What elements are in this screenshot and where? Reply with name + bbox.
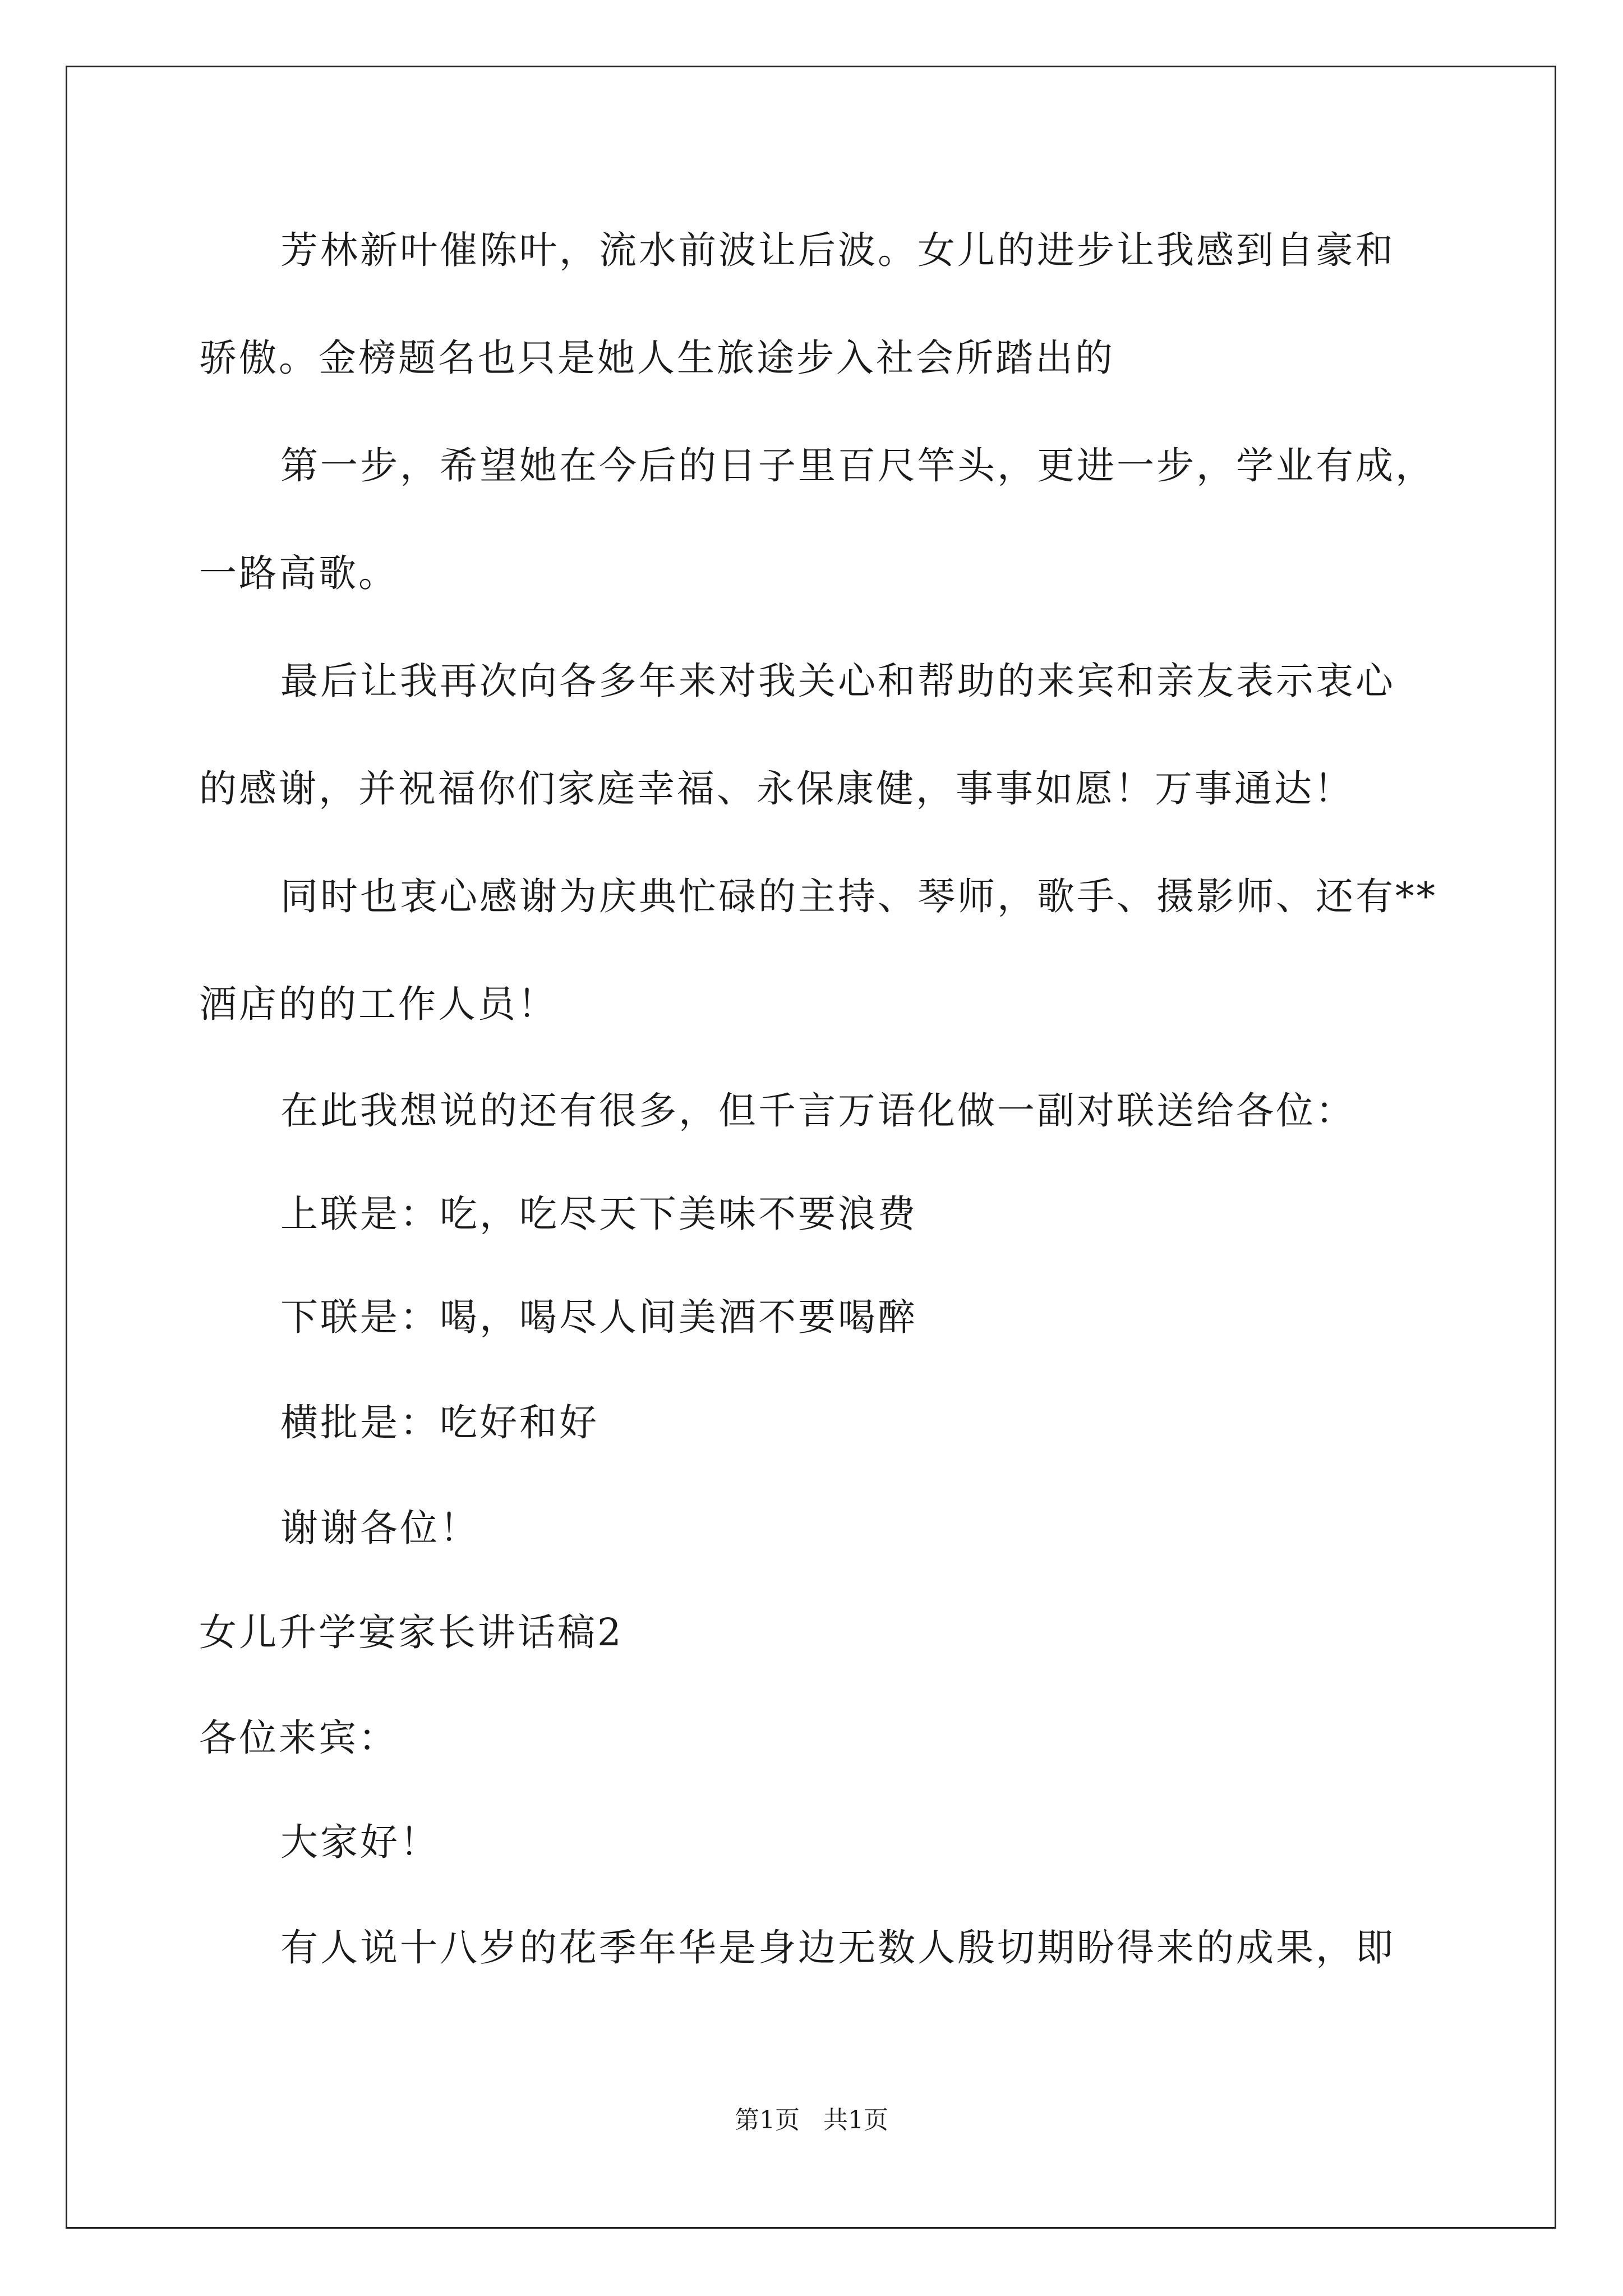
paragraph-line: 谢谢各位！: [280, 1506, 479, 1550]
paragraph-line: 第一步，希望她在今后的日子里百尺竿头，更进一步，学业有成，: [280, 444, 1435, 487]
paragraph-line: 同时也衷心感谢为庆典忙碌的主持、琴师，歌手、摄影师、还有**: [280, 875, 1437, 918]
paragraph-line: 在此我想说的还有很多，但千言万语化做一副对联送给各位：: [280, 1089, 1355, 1133]
section-heading: 女儿升学宴家长讲话稿2: [199, 1611, 624, 1654]
paragraph-line: 的感谢，并祝福你们家庭幸福、永保康健，事事如愿！万事通达！: [199, 767, 1354, 811]
paragraph-line: 横批是：吃好和好: [280, 1401, 599, 1444]
greeting: 大家好！: [280, 1820, 440, 1864]
page-border: [66, 66, 1556, 2229]
paragraph-line: 有人说十八岁的花季年华是身边无数人殷切期盼得来的成果，即: [280, 1926, 1395, 1970]
page-number-footer: 第1页 共1页: [735, 2106, 888, 2134]
paragraph-line: 骄傲。金榜题名也只是她人生旅途步入社会所踏出的: [199, 336, 1115, 380]
paragraph-line: 酒店的的工作人员！: [199, 982, 557, 1026]
paragraph-line: 一路高歌。: [199, 551, 398, 595]
paragraph-line: 下联是：喝，喝尽人间美酒不要喝醉: [280, 1295, 917, 1339]
paragraph-line: 上联是：吃，吃尽天下美味不要浪费: [280, 1192, 917, 1236]
paragraph-line: 芳林新叶催陈叶，流水前波让后波。女儿的进步让我感到自豪和: [280, 228, 1395, 272]
salutation: 各位来宾：: [199, 1716, 398, 1760]
paragraph-line: 最后让我再次向各多年来对我关心和帮助的来宾和亲友表示衷心: [280, 659, 1395, 703]
